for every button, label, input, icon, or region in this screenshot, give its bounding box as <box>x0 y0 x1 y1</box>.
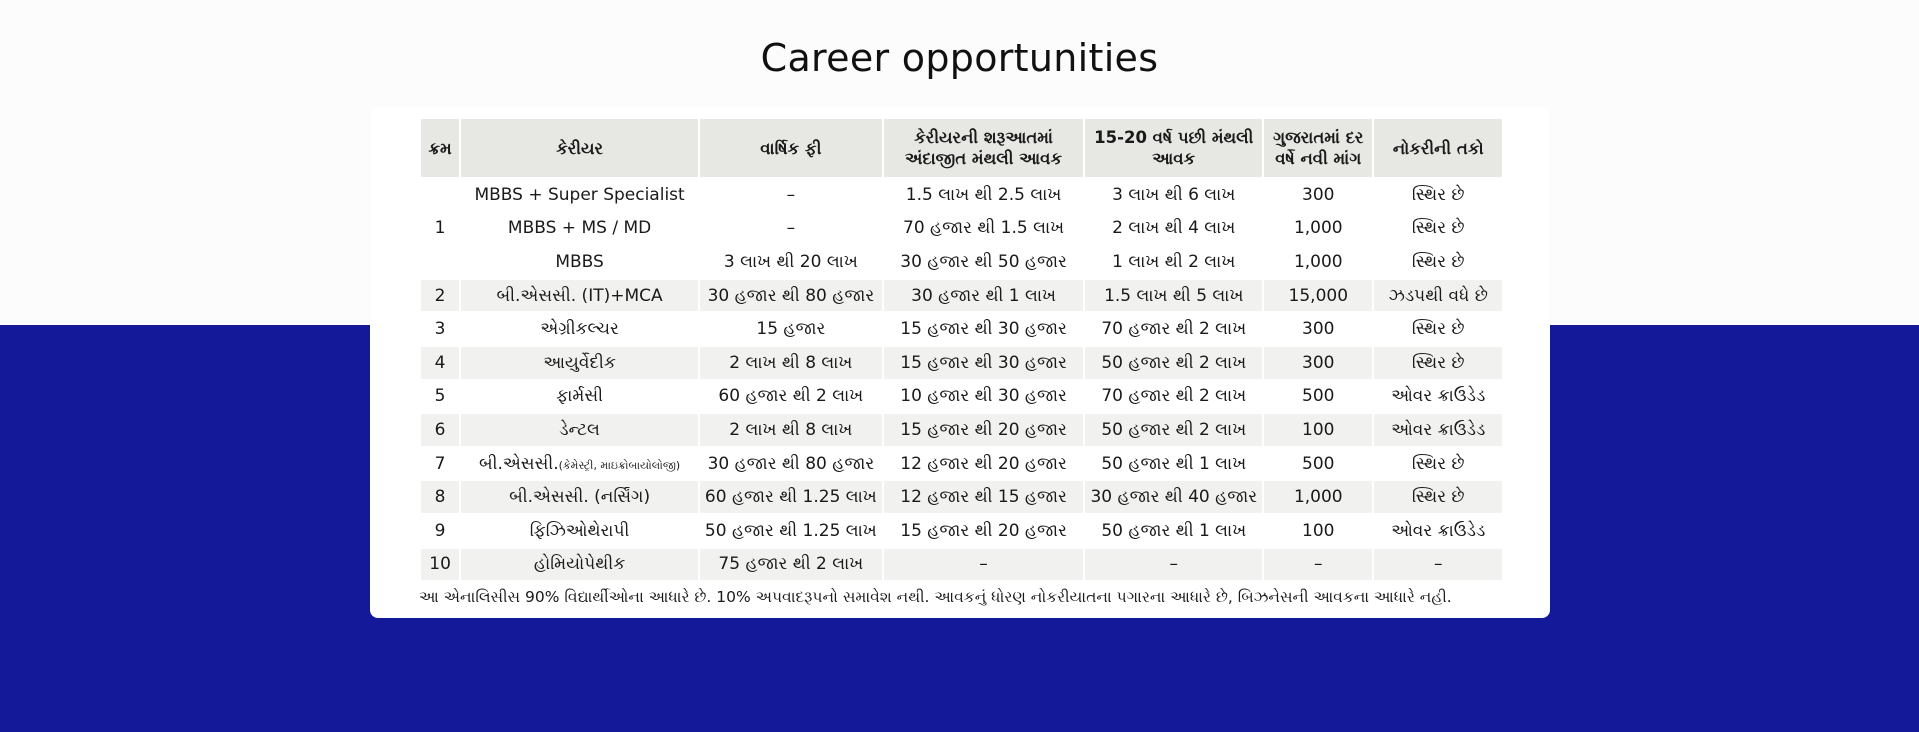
table-cell: 2 લાખ થી 8 લાખ <box>700 347 882 379</box>
table-cell: સ્થિર છે <box>1411 453 1465 474</box>
table-row <box>421 515 1502 547</box>
table-cell: 1.5 લાખ થી 2.5 લાખ <box>905 184 1062 205</box>
table-cell: 60 હજાર થી 2 લાખ <box>718 386 864 407</box>
table-cell: સ્થિર છે <box>1411 319 1465 340</box>
table-cell: 30 હજાર થી 40 હજાર <box>1085 481 1262 513</box>
page-title: Career opportunities <box>760 36 1159 80</box>
career-name: બી.એસસી. <box>478 453 559 474</box>
table-row <box>421 549 1502 581</box>
career-table <box>419 117 1504 582</box>
table-cell: 70 હજાર થી 1.5 લાખ <box>903 218 1065 239</box>
header-cell: કેરીયરની શરૂઆતમાં અંદાજીત મંથલી આવક <box>884 119 1084 177</box>
table-cell: 15 હજાર થી 20 હજાર <box>884 414 1084 446</box>
header-cell: ક્રમ <box>421 119 459 177</box>
table-cell: – <box>786 218 796 239</box>
header-cell: 15-20 વર્ષ પછી મંથલી આવક <box>1085 119 1262 177</box>
table-cell: 15 હજાર થી 20 હજાર <box>900 520 1067 541</box>
table-cell: 60 હજાર થી 1.25 લાખ <box>700 481 882 513</box>
table-cell: 300 <box>1264 347 1372 379</box>
table-cell: MBBS + MS / MD <box>507 218 652 239</box>
row-number-cell: 4 <box>421 347 459 379</box>
table-row <box>421 213 1502 245</box>
table-cell: 300 <box>1302 184 1335 205</box>
table-cell: 500 <box>1302 453 1335 474</box>
table-cell: ફિઝિઓથેરાપી <box>529 520 630 541</box>
table-cell: 1,000 <box>1264 481 1372 513</box>
table-cell: – <box>1374 549 1502 581</box>
table-row <box>421 280 1502 312</box>
table-cell: 2 લાખ થી 8 લાખ <box>700 414 882 446</box>
table-cell: 12 હજાર થી 20 હજાર <box>900 453 1067 474</box>
table-row <box>421 179 1502 211</box>
table-cell: – <box>1085 549 1262 581</box>
table-cell: 100 <box>1302 520 1335 541</box>
table-cell: – <box>884 549 1084 581</box>
header-cell: વાર્ષિક ફી <box>700 119 882 177</box>
table-cell: બી.એસસી. (નર્સિંગ) <box>461 481 698 513</box>
row-number-cell: 10 <box>421 549 459 581</box>
table-cell: 100 <box>1264 414 1372 446</box>
table-cell: 50 હજાર થી 1 લાખ <box>1101 520 1247 541</box>
table-cell: 30 હજાર થી 80 હજાર <box>700 280 882 312</box>
row-number-cell: 1 <box>434 218 446 239</box>
table-row <box>421 448 1502 480</box>
table-cell: ડેન્ટલ <box>461 414 698 446</box>
table-cell: સ્થિર છે <box>1374 347 1502 379</box>
table-cell: 75 હજાર થી 2 લાખ <box>700 549 882 581</box>
table-row <box>421 414 1502 446</box>
row-number-cell: 5 <box>434 386 446 407</box>
table-cell: 50 હજાર થી 2 લાખ <box>1085 414 1262 446</box>
row-number-cell: 3 <box>434 319 446 340</box>
footnote: આ એનાલિસીસ 90% વિદ્યાર્થીઓના આધારે છે. 10% અપવાદરૂપનો સમાવેશ નથી. આવકનું ધોરણ નોકરીયાતના પગારના આધારે છે, બિઝનેસની આવકના આધારે નહી. <box>419 588 1452 606</box>
table-cell: 1.5 લાખ થી 5 લાખ <box>1085 280 1262 312</box>
table-cell: સ્થિર છે <box>1411 184 1465 205</box>
table-cell: આયુર્વેદીક <box>461 347 698 379</box>
table-cell: સ્થિર છે <box>1411 251 1465 272</box>
table-cell: હોમિયોપેથીક <box>461 549 698 581</box>
row-number-cell: 2 <box>421 280 459 312</box>
table-cell: MBBS <box>555 251 604 272</box>
table-cell: 15 હજાર <box>756 319 826 340</box>
table-cell: 30 હજાર થી 50 હજાર <box>900 251 1067 272</box>
table-cell: 30 હજાર થી 1 લાખ <box>884 280 1084 312</box>
table-cell: 500 <box>1302 386 1335 407</box>
table-row <box>421 246 1502 278</box>
header-cell: કેરીયર <box>461 119 698 177</box>
table-row <box>421 347 1502 379</box>
table-cell: 50 હજાર થી 2 લાખ <box>1085 347 1262 379</box>
table-cell: ઓવર ક્રાઉડેડ <box>1374 414 1502 446</box>
table-cell: – <box>786 184 796 205</box>
table-cell: સ્થિર છે <box>1411 218 1465 239</box>
table-cell: ઓવર ક્રાઉડેડ <box>1391 386 1486 407</box>
table-cell: MBBS + Super Specialist <box>474 184 685 205</box>
table-cell: 1,000 <box>1293 251 1343 272</box>
table-row <box>421 313 1502 345</box>
table-cell: ફાર્મસી <box>556 386 604 407</box>
table-cell: 10 હજાર થી 30 હજાર <box>900 386 1067 407</box>
table-cell: 2 લાખ થી 4 લાખ <box>1112 218 1236 239</box>
table-cell <box>461 448 698 480</box>
career-table-card <box>370 107 1550 618</box>
table-cell: 3 લાખ થી 6 લાખ <box>1112 184 1236 205</box>
table-cell: 15 હજાર થી 30 હજાર <box>884 347 1084 379</box>
row-number-cell: 7 <box>434 453 446 474</box>
table-row <box>421 381 1502 413</box>
table-cell: 50 હજાર થી 1 લાખ <box>1101 453 1247 474</box>
table-cell: ઓવર ક્રાઉડેડ <box>1391 520 1486 541</box>
table-cell: – <box>1264 549 1372 581</box>
table-cell: સ્થિર છે <box>1374 481 1502 513</box>
table-cell: 12 હજાર થી 15 હજાર <box>884 481 1084 513</box>
table-cell: 70 હજાર થી 2 લાખ <box>1101 386 1247 407</box>
table-cell: 1 લાખ થી 2 લાખ <box>1112 251 1236 272</box>
table-cell: 3 લાખ થી 20 લાખ <box>723 251 858 272</box>
table-cell: બી.એસસી. (IT)+MCA <box>461 280 698 312</box>
table-cell: 1,000 <box>1293 218 1343 239</box>
table-cell: 300 <box>1302 319 1335 340</box>
row-number-cell: 9 <box>434 520 446 541</box>
row-number-cell: 8 <box>421 481 459 513</box>
header-cell: નોકરીની તકો <box>1374 119 1502 177</box>
table-cell: એગ્રીકલ્ચર <box>540 319 619 340</box>
table-cell: 70 હજાર થી 2 લાખ <box>1101 319 1247 340</box>
table-cell: 30 હજાર થી 80 હજાર <box>707 453 875 474</box>
table-row <box>421 481 1502 513</box>
header-cell: ગુજરાતમાં દર વર્ષે નવી માંગ <box>1264 119 1372 177</box>
table-cell: 15,000 <box>1264 280 1372 312</box>
row-number-cell: 6 <box>421 414 459 446</box>
table-cell: 50 હજાર થી 1.25 લાખ <box>704 520 877 541</box>
career-subtitle: (કેમેસ્ટ્રી, માઇક્રોબાયોલોજી) <box>558 458 681 472</box>
table-cell: ઝડપથી વધે છે <box>1374 280 1502 312</box>
table-header-row <box>421 119 1502 177</box>
table-cell: 15 હજાર થી 30 હજાર <box>900 319 1067 340</box>
